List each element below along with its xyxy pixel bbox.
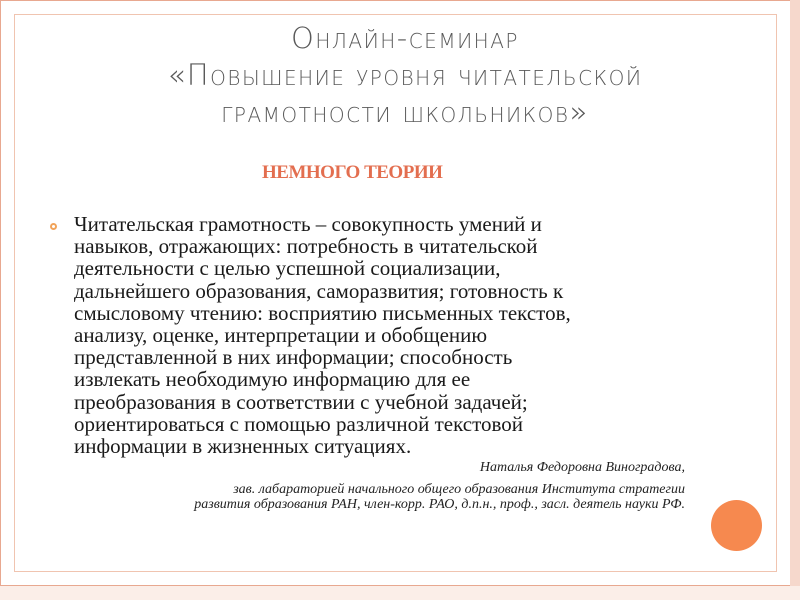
body-line: дальнейшего образования, саморазвития; готовность к [74,278,564,303]
bullet-circle-icon [50,223,57,230]
credentials-line: зав. лабараторией начального общего образования Института стратегии [233,482,685,497]
title-line: Онлайн-семинар [291,21,519,55]
body-line: Читательская грамотность – совокупность умений и [74,212,542,236]
body-line: ориентироваться с помощью различной текстовой [74,411,524,436]
body-line: смысловому чтению: восприятию письменных текстов, [74,300,571,325]
title-line: «Повышение уровня читательской [167,58,643,92]
body-line: информации в жизненных ситуациях. [74,434,412,459]
body-line: анализу, оценке, интерпретации и обобщению [74,323,488,348]
body-line: навыков, отражающих: потребность в читательской [74,234,538,259]
slide-title [60,20,750,131]
section-subtitle: НЕМНОГО ТЕОРИИ [262,162,443,183]
author-name: Наталья Федоровна Виноградова, [479,460,685,475]
definition-paragraph [74,213,694,457]
author-credentials [40,482,685,512]
right-edge-strip [790,0,800,600]
body-line: деятельности с целью успешной социализации, [74,256,501,281]
credentials-line: развития образования РАН, член-корр. РАО, д.п.н., проф., засл. деятель науки РФ. [194,497,685,512]
body-line: преобразования в соответствии с учебной задачей; [74,389,528,414]
body-line: представленной в них информации; способность [74,345,513,370]
title-line: грамотности школьников» [221,95,589,129]
body-line: извлекать необходимую информацию для ее [74,367,471,392]
decorative-orange-circle [711,500,762,551]
bottom-edge-strip [0,586,800,600]
